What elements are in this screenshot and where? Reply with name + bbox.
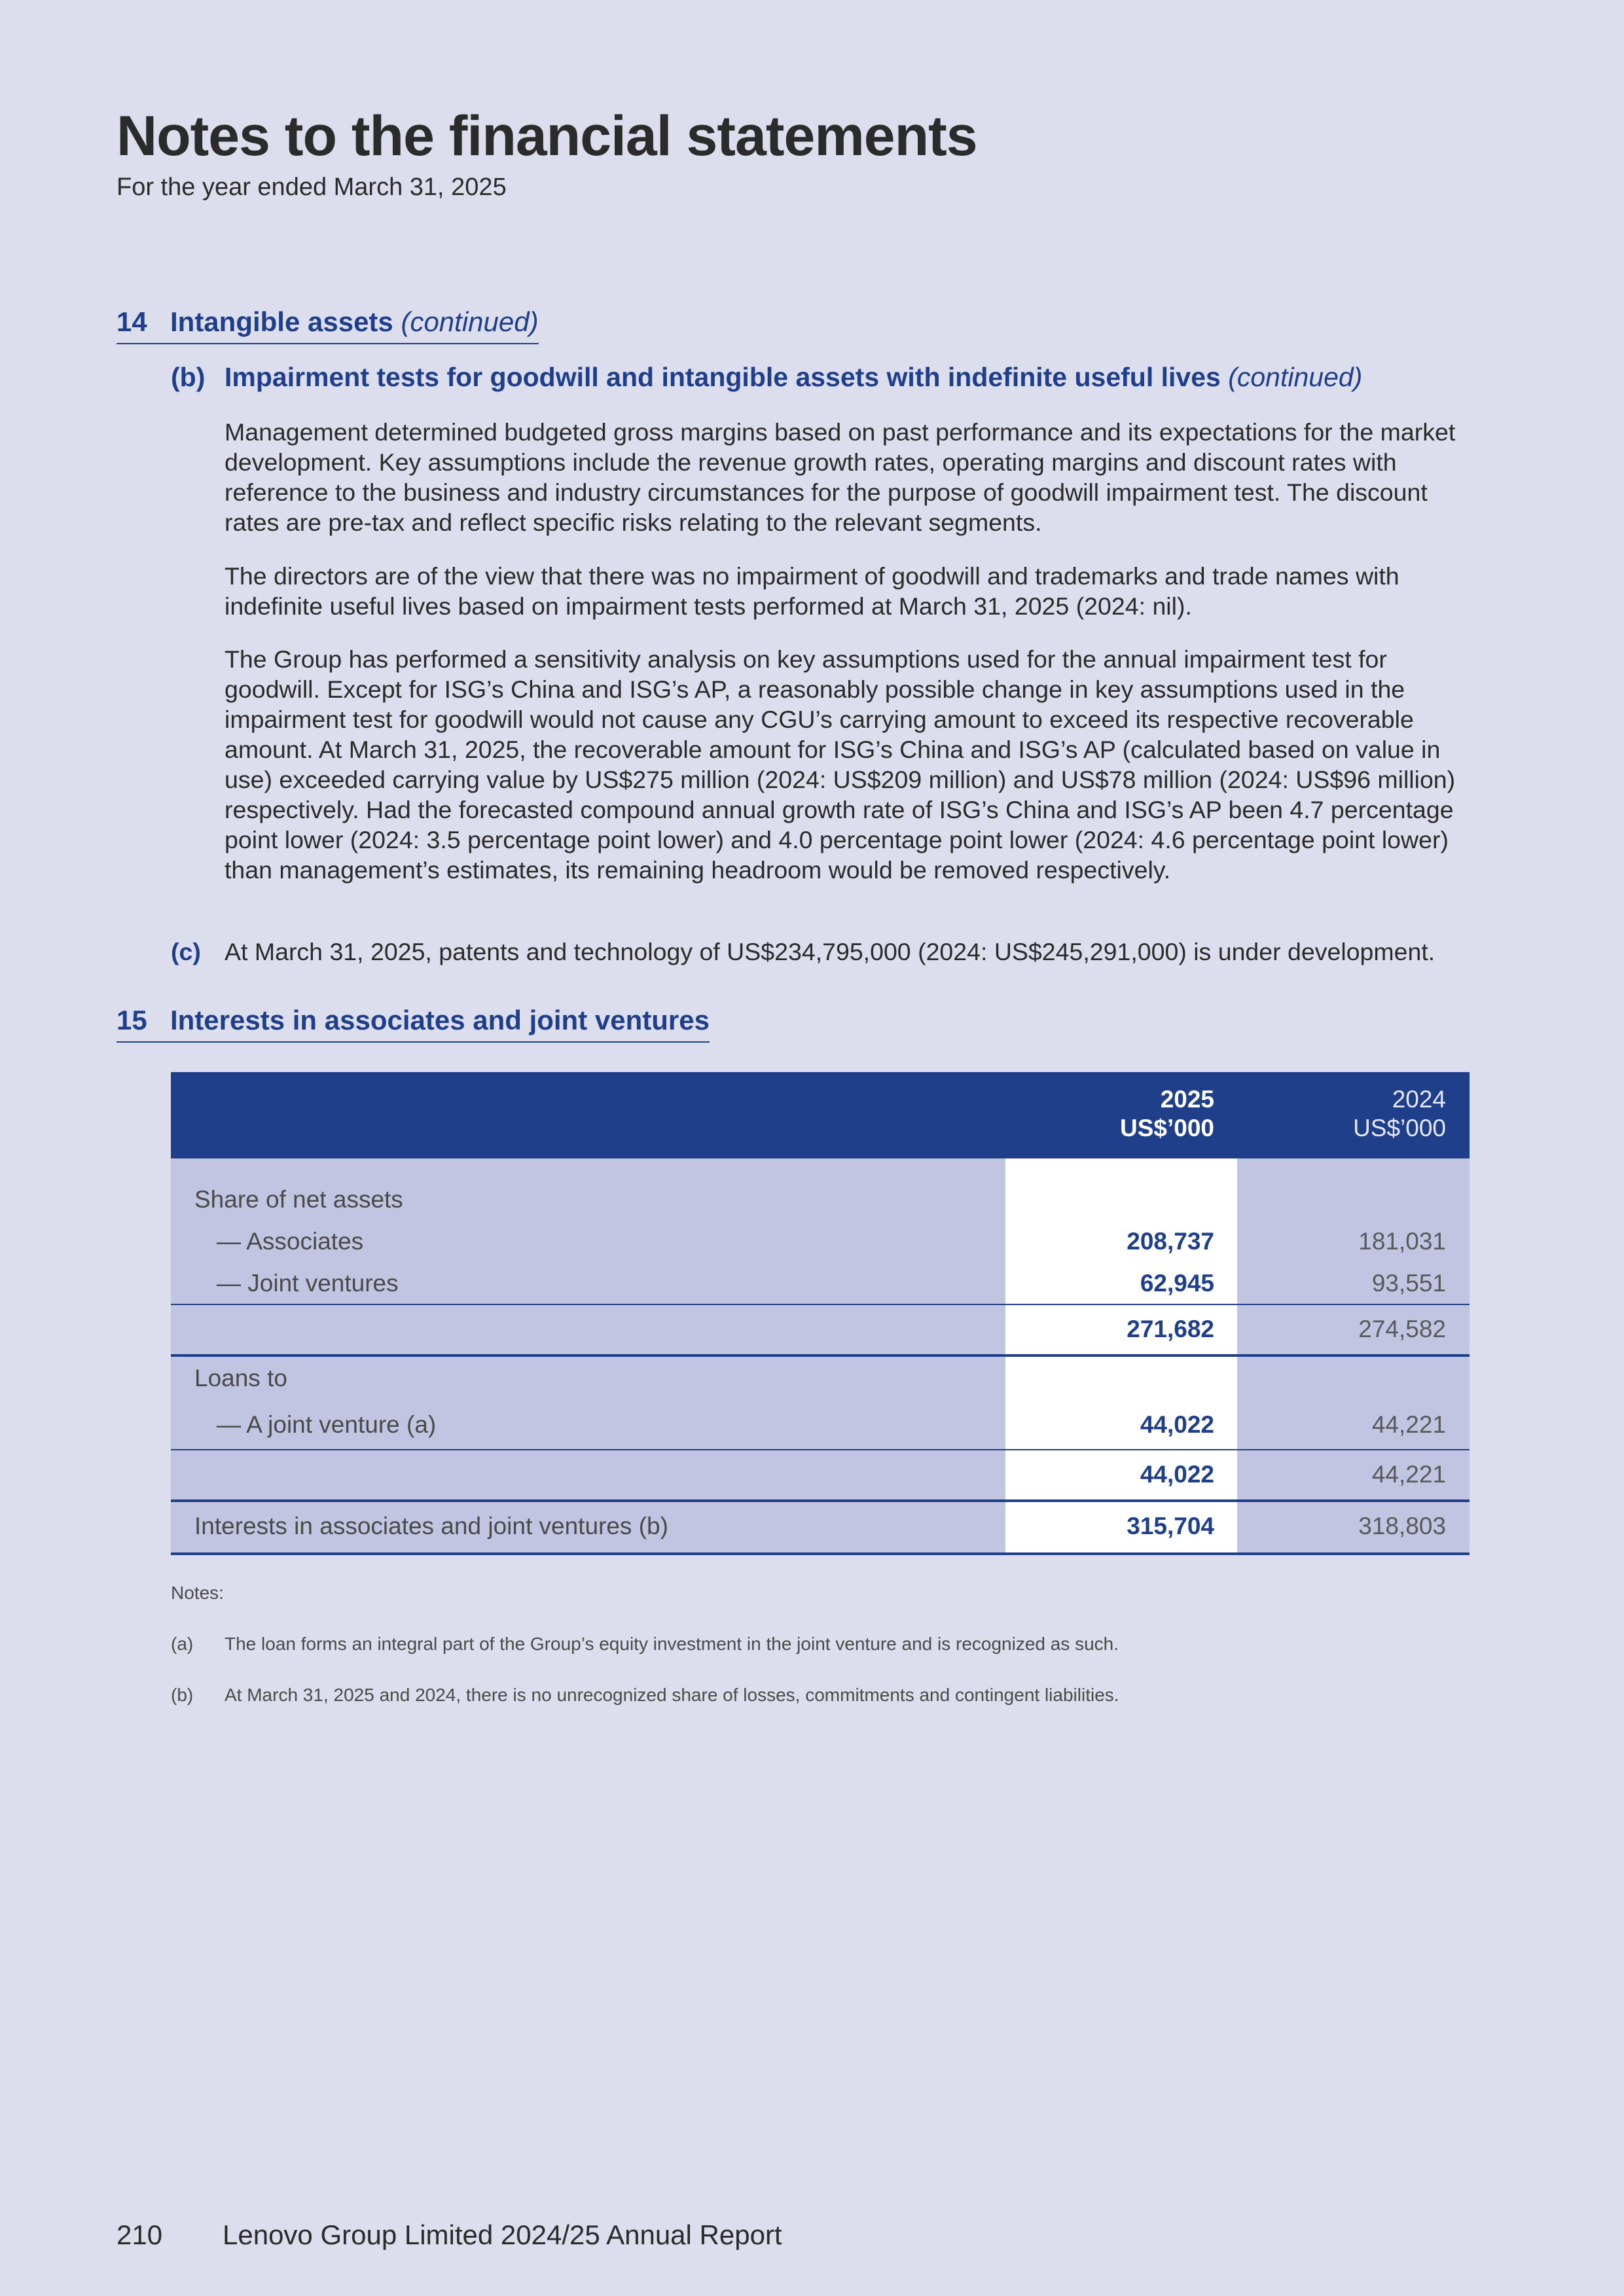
page-title: Notes to the financial statements <box>117 105 977 168</box>
report-name: Lenovo Group Limited 2024/25 Annual Report <box>223 2219 782 2250</box>
value-2024: 93,551 <box>1371 1270 1446 1297</box>
row-label: — Joint ventures <box>217 1270 399 1297</box>
column-unit: US$’000 <box>1353 1115 1446 1141</box>
note-text: At March 31, 2025 and 2024, there is no unrecognized share of losses, commitments and contingent liabilities. <box>225 1685 1119 1705</box>
row-label: Loans to <box>194 1365 287 1391</box>
value-2024: 181,031 <box>1358 1228 1446 1255</box>
row-label: Interests in associates and joint ventures (b) <box>194 1513 668 1539</box>
continued-label: (continued) <box>1228 362 1363 392</box>
subsection-c <box>171 937 1435 967</box>
paragraph-3: The Group has performed a sensitivity analysis on key assumptions used for the annual impairment test for goodwill. Except for ISG’s China and ISG’s AP, a reasonably possible change in key assumptions used in the impairment test for goodwill would not cause any CGU’s carrying amount to exceed its respective recoverable amount. At March 31, 2025, the recoverable amount for ISG’s China and ISG’s AP (calculated based on value in use) exceeded carrying value by US$275 million (2024: US$209 million) and US$78 million (2024: US$96 million) respectively. Had the forecasted compound annual growth rate of ISG’s China and ISG’s AP been 4.7 percentage point lower (2024: 3.5 percentage point lower) and 4.0 percentage point lower (2024: 4.6 percentage point lower) than management’s estimates, its remaining headroom would be removed respectively. <box>225 645 1456 884</box>
paragraph-1: Management determined budgeted gross margins based on past performance and its expectations for the market development. Key assumptions include the revenue growth rates, operating margins and discount rates with reference to the business and industry circumstances for the purpose of goodwill impairment test. The discount rates are pre-tax and reflect specific risks relating to the relevant segments. <box>225 418 1456 536</box>
section-number: 14 <box>117 306 147 337</box>
row-label: — A joint venture (a) <box>217 1411 437 1438</box>
table-subtotal-row <box>171 1450 1470 1502</box>
column-header-2024 <box>1353 1085 1446 1143</box>
note-label: (a) <box>171 1634 194 1654</box>
table-total-row <box>171 1502 1470 1555</box>
note-label: (b) <box>171 1685 194 1705</box>
section-14-heading <box>117 306 539 344</box>
value-2024: 318,803 <box>1358 1513 1446 1539</box>
value-2024: 274,582 <box>1358 1316 1446 1342</box>
column-year: 2024 <box>1392 1086 1446 1113</box>
subsection-b-heading <box>171 362 1362 393</box>
interests-table <box>171 1072 1470 1555</box>
note-text: The loan forms an integral part of the Group’s equity investment in the joint venture and is recognized as such. <box>225 1634 1119 1654</box>
table-row <box>171 1405 1470 1450</box>
table-body <box>171 1158 1470 1555</box>
note-b <box>171 1685 1119 1706</box>
continued-label: (continued) <box>401 306 539 337</box>
paragraph-2: The directors are of the view that there was no impairment of goodwill and trademarks and trade names with indefinite useful lives based on impairment tests performed at March 31, 2025 (2024: nil). <box>225 562 1399 620</box>
section-title: Interests in associates and joint ventures <box>170 1005 710 1035</box>
subsection-c-text: At March 31, 2025, patents and technology of US$234,795,000 (2024: US$245,291,000) is under development. <box>225 938 1435 965</box>
row-label: Share of net assets <box>194 1186 403 1213</box>
page-footer <box>117 2219 782 2251</box>
table-row <box>171 1357 1470 1405</box>
value-2025: 208,737 <box>1127 1228 1214 1255</box>
subsection-title: Impairment tests for goodwill and intangible assets with indefinite useful lives <box>225 362 1221 392</box>
column-header-2025 <box>1120 1085 1214 1143</box>
subsection-label: (b) <box>171 362 206 392</box>
row-label: — Associates <box>217 1228 364 1255</box>
notes-heading: Notes: <box>171 1583 224 1603</box>
table-row <box>171 1179 1470 1221</box>
value-2024: 44,221 <box>1371 1461 1446 1488</box>
note-a <box>171 1634 1119 1655</box>
section-title: Intangible assets <box>170 306 393 337</box>
page-number: 210 <box>117 2219 163 2250</box>
value-2025: 315,704 <box>1127 1513 1214 1539</box>
value-2025: 44,022 <box>1140 1411 1214 1438</box>
table-subtotal-row <box>171 1305 1470 1357</box>
table-spacer <box>171 1158 1470 1179</box>
table-row <box>171 1221 1470 1263</box>
value-2025: 44,022 <box>1140 1461 1214 1488</box>
value-2024: 44,221 <box>1371 1411 1446 1438</box>
subsection-label: (c) <box>171 938 201 965</box>
column-year: 2025 <box>1160 1086 1214 1113</box>
section-15-heading <box>117 1005 710 1043</box>
table-header <box>171 1072 1470 1158</box>
column-unit: US$’000 <box>1120 1115 1214 1141</box>
table-row <box>171 1263 1470 1305</box>
value-2025: 271,682 <box>1127 1316 1214 1342</box>
section-number: 15 <box>117 1005 147 1035</box>
value-2025: 62,945 <box>1140 1270 1214 1297</box>
page-subtitle: For the year ended March 31, 2025 <box>117 173 507 201</box>
